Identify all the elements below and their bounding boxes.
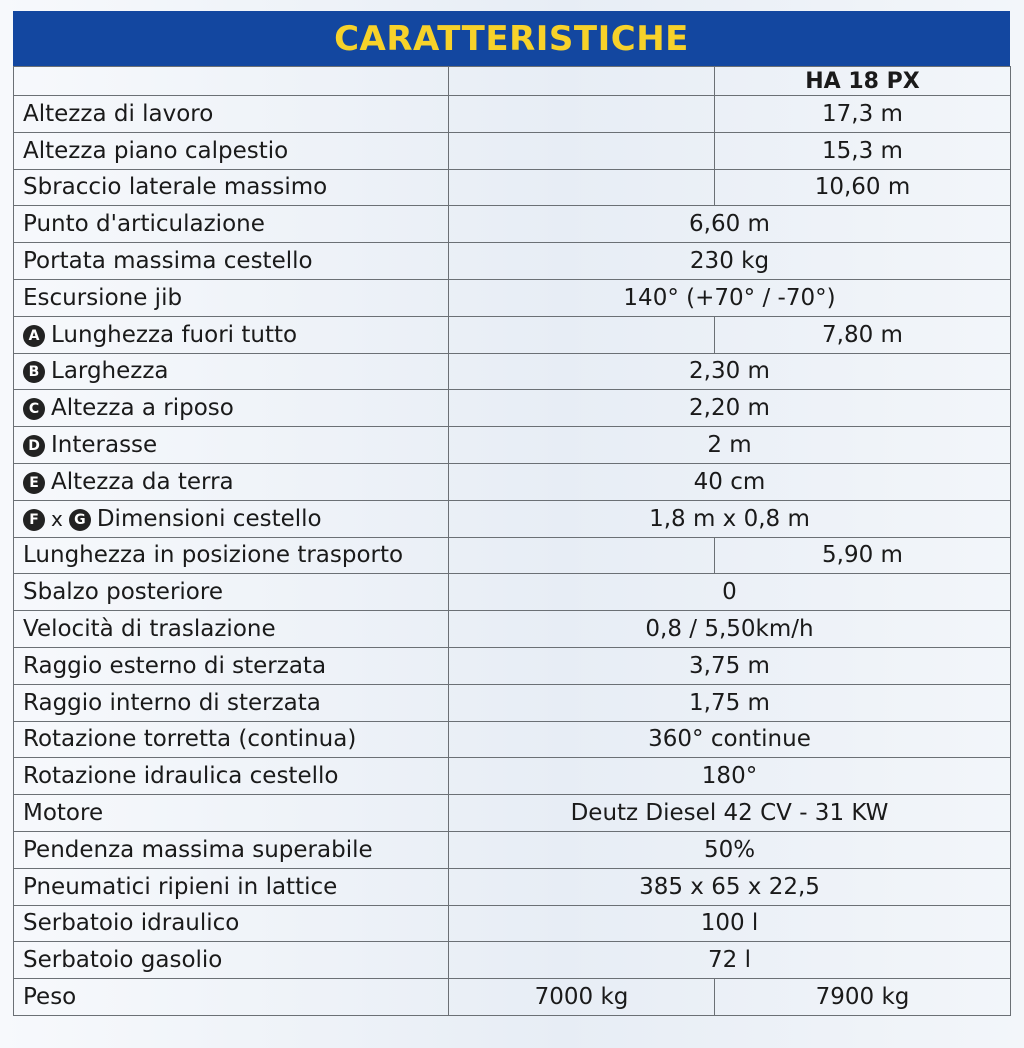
table-row [14,132,1011,169]
letter-badge-icon: F [23,509,45,531]
table-row [14,279,1011,316]
letter-badge-icon: A [23,325,45,347]
row-label-text: Serbatoio gasolio [23,947,223,974]
row-label-text: Escursione jib [23,284,183,311]
table-row [14,500,1011,537]
row-label-text: Rotazione torretta (continua) [23,726,357,753]
header-blank-1 [14,67,449,96]
page-title: CARATTERISTICHE [334,18,689,59]
table-row [14,427,1011,464]
row-label [14,353,449,390]
row-value: 40 cm [449,463,1011,500]
row-value: 1,75 m [449,684,1011,721]
row-label [14,721,449,758]
row-label-text: Sbalzo posteriore [23,579,223,606]
row-label [14,390,449,427]
row-label [14,574,449,611]
row-label-text: Altezza di lavoro [23,100,214,127]
row-label-text: Rotazione idraulica cestello [23,763,339,790]
header-blank-2 [449,67,715,96]
row-label [14,868,449,905]
table-header-row [14,67,1011,96]
row-label-text: Dimensioni cestello [96,505,322,532]
row-label [14,169,449,206]
table-row [14,390,1011,427]
row-label-text: Altezza a riposo [51,395,234,422]
row-value: 360° continue [449,721,1011,758]
row-value: 2,30 m [449,353,1011,390]
table-row [14,831,1011,868]
table-row [14,316,1011,353]
row-value: 100 l [449,905,1011,942]
row-value: 180° [449,758,1011,795]
row-value: 2 m [449,427,1011,464]
row-label [14,611,449,648]
empty-cell [449,132,715,169]
empty-cell [449,316,715,353]
table-row [14,979,1011,1016]
empty-cell [449,537,715,574]
row-label-text: Sbraccio laterale massimo [23,174,328,201]
row-value: 3,75 m [449,647,1011,684]
row-label-text: Altezza piano calpestio [23,137,289,164]
empty-cell [449,169,715,206]
row-label-text: Larghezza [51,358,169,385]
row-label [14,132,449,169]
row-label [14,316,449,353]
row-value: 1,8 m x 0,8 m [449,500,1011,537]
letter-badge-icon: E [23,472,45,494]
row-label [14,96,449,133]
row-label [14,647,449,684]
row-value: 10,60 m [715,169,1011,206]
row-value: 17,3 m [715,96,1011,133]
table-row [14,353,1011,390]
row-label-text: Lunghezza in posizione trasporto [23,542,404,569]
row-value: 7,80 m [715,316,1011,353]
row-value: 15,3 m [715,132,1011,169]
letter-badge-icon: G [69,509,91,531]
row-label [14,206,449,243]
row-label-text: Serbatoio idraulico [23,910,240,937]
row-label [14,942,449,979]
row-label [14,537,449,574]
table-row [14,243,1011,280]
row-label [14,243,449,280]
row-value: Deutz Diesel 42 CV - 31 KW [449,795,1011,832]
row-label-text: Punto d'articulazione [23,211,265,238]
table-row [14,868,1011,905]
title-banner [13,11,1010,66]
letter-badge-icon: C [23,398,45,420]
row-label-text: Pendenza massima superabile [23,836,373,863]
empty-cell [449,96,715,133]
row-label [14,500,449,537]
table-row [14,647,1011,684]
row-label-text: Lunghezza fuori tutto [51,321,298,348]
row-value: 5,90 m [715,537,1011,574]
table-row [14,463,1011,500]
table-row [14,574,1011,611]
row-label-text: Portata massima cestello [23,248,313,275]
table-row [14,721,1011,758]
table-row [14,537,1011,574]
row-label-text: Motore [23,800,104,827]
row-value: 230 kg [449,243,1011,280]
row-label-text: Peso [23,984,77,1011]
spec-table [13,66,1011,1016]
row-label [14,795,449,832]
table-row [14,96,1011,133]
row-value: 50% [449,831,1011,868]
row-value: 385 x 65 x 22,5 [449,868,1011,905]
row-label [14,427,449,464]
row-label [14,279,449,316]
table-row [14,611,1011,648]
table-row [14,795,1011,832]
badge-separator: x [51,506,63,531]
row-value: 2,20 m [449,390,1011,427]
row-label-text: Altezza da terra [51,468,234,495]
table-row [14,206,1011,243]
row-label-text: Pneumatici ripieni in lattice [23,873,338,900]
letter-badge-icon: D [23,435,45,457]
row-value: 7000 kg [449,979,715,1016]
table-row [14,758,1011,795]
letter-badge-icon: B [23,361,45,383]
row-label-text: Raggio esterno di sterzata [23,652,327,679]
row-value: 0,8 / 5,50km/h [449,611,1011,648]
row-label [14,831,449,868]
row-label [14,905,449,942]
table-row [14,942,1011,979]
row-label-text: Interasse [51,432,158,459]
row-label [14,684,449,721]
row-value: 6,60 m [449,206,1011,243]
row-label-text: Raggio interno di sterzata [23,689,321,716]
row-label [14,979,449,1016]
table-row [14,684,1011,721]
row-value: 140° (+70° / -70°) [449,279,1011,316]
model-header: HA 18 PX [715,67,1011,96]
row-value: 72 l [449,942,1011,979]
row-label [14,463,449,500]
row-label-text: Velocità di traslazione [23,616,276,643]
row-label [14,758,449,795]
table-row [14,169,1011,206]
row-value-2: 7900 kg [715,979,1011,1016]
table-row [14,905,1011,942]
row-value: 0 [449,574,1011,611]
